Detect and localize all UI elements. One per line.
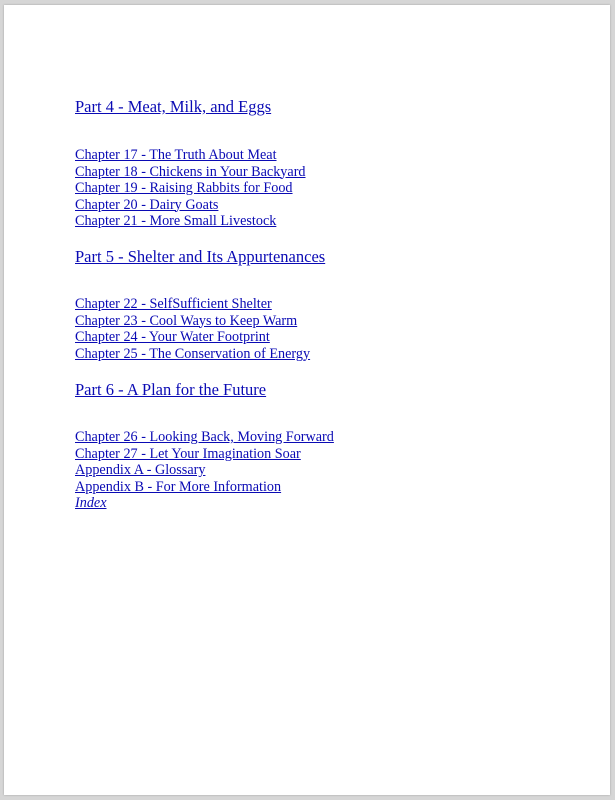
part-6-link[interactable]: Part 6 - A Plan for the Future bbox=[75, 380, 267, 399]
chapter-24-link[interactable]: Chapter 24 - Your Water Footprint bbox=[75, 329, 270, 345]
chapter-17-link[interactable]: Chapter 17 - The Truth About Meat bbox=[75, 147, 277, 163]
chapter-22-link[interactable]: Chapter 22 - SelfSufficient Shelter bbox=[75, 296, 272, 312]
document-page bbox=[4, 5, 610, 795]
toc-item bbox=[75, 461, 334, 478]
toc-item bbox=[75, 146, 306, 163]
toc-item bbox=[75, 328, 310, 345]
toc-item bbox=[75, 212, 306, 229]
appendix-b-link[interactable]: Appendix B - For More Information bbox=[75, 478, 282, 495]
part-5-chapter-list bbox=[75, 295, 310, 361]
chapter-18-link[interactable]: Chapter 18 - Chickens in Your Backyard bbox=[75, 163, 306, 180]
part-6-chapter-list bbox=[75, 428, 334, 511]
chapter-20-link[interactable]: Chapter 20 - Dairy Goats bbox=[75, 196, 219, 213]
chapter-23-link[interactable]: Chapter 23 - Cool Ways to Keep Warm bbox=[75, 312, 298, 329]
chapter-25-link[interactable]: Chapter 25 - The Conservation of Energy bbox=[75, 345, 311, 362]
toc-item bbox=[75, 494, 334, 511]
toc-item bbox=[75, 428, 334, 445]
toc-item bbox=[75, 478, 334, 495]
chapter-26-link[interactable]: Chapter 26 - Looking Back, Moving Forward bbox=[75, 429, 334, 445]
part-4-chapter-list bbox=[75, 146, 306, 229]
toc-item bbox=[75, 179, 306, 196]
toc-item bbox=[75, 196, 306, 213]
toc-item bbox=[75, 312, 310, 329]
index-link[interactable]: Index bbox=[75, 495, 107, 511]
toc-item bbox=[75, 295, 310, 312]
chapter-19-link[interactable]: Chapter 19 - Raising Rabbits for Food bbox=[75, 180, 293, 196]
toc-item bbox=[75, 345, 310, 362]
part-4-link[interactable]: Part 4 - Meat, Milk, and Eggs bbox=[75, 97, 272, 116]
part-5-link[interactable]: Part 5 - Shelter and Its Appurtenances bbox=[75, 247, 326, 266]
appendix-a-link[interactable]: Appendix A - Glossary bbox=[75, 462, 206, 478]
toc-item bbox=[75, 163, 306, 180]
chapter-21-link[interactable]: Chapter 21 - More Small Livestock bbox=[75, 213, 277, 229]
chapter-27-link[interactable]: Chapter 27 - Let Your Imagination Soar bbox=[75, 445, 301, 462]
toc-item bbox=[75, 445, 334, 462]
